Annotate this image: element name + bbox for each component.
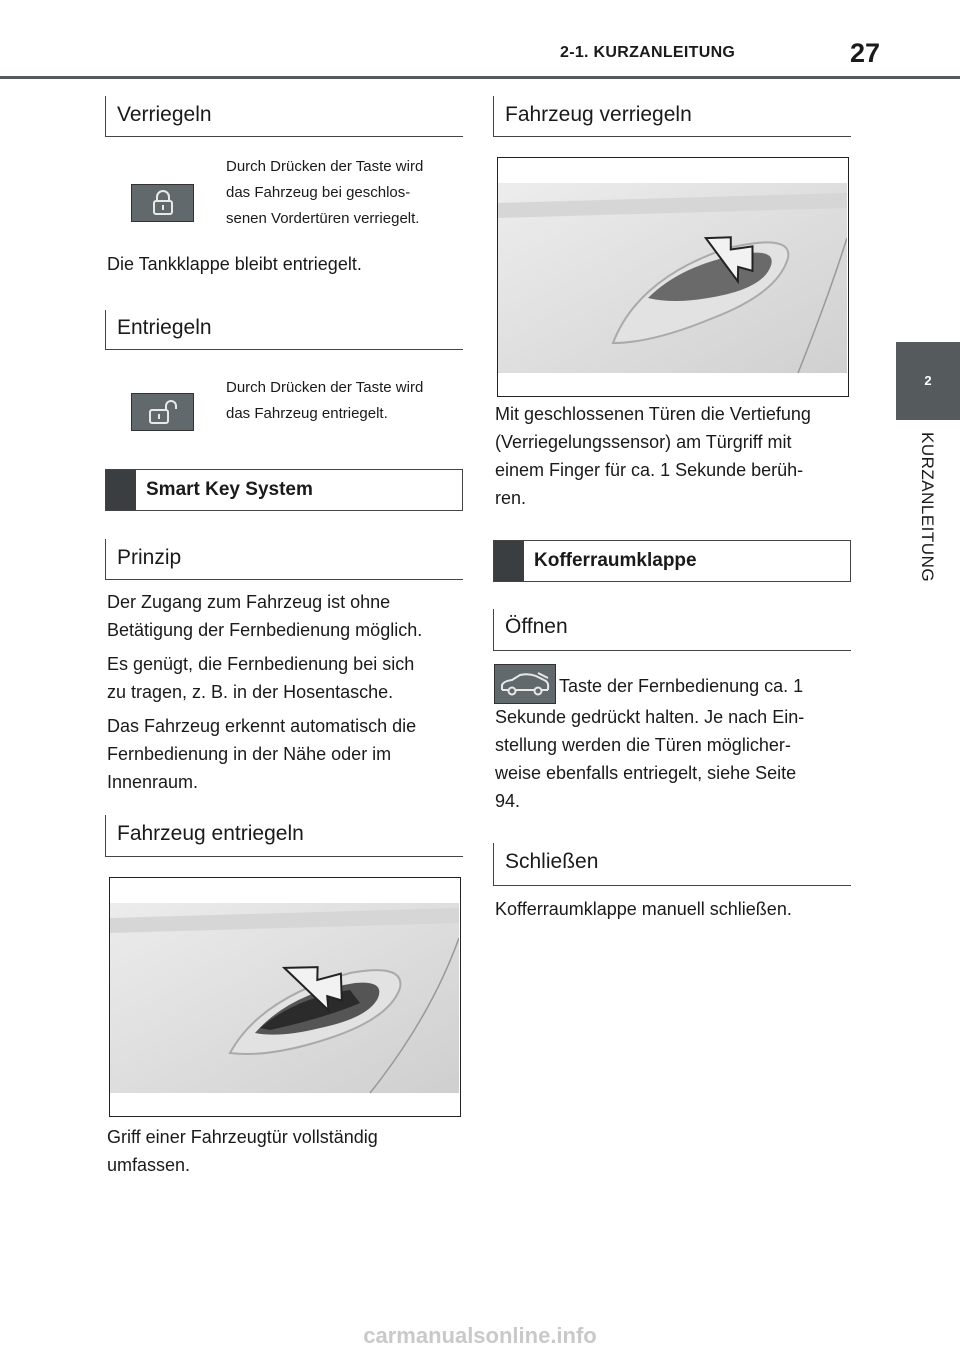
heading-entriegeln: Entriegeln [105,310,463,350]
text-line: Fernbedienung in der Nähe oder im [107,744,392,764]
text-line: Durch Drücken der Taste wird [226,379,424,396]
unlock-icon [148,399,178,425]
chapter-tab-label [896,420,960,620]
lock-icon [152,190,174,216]
text-line: Innenraum. [107,772,199,792]
trunk-key-button [494,664,556,704]
heading-schliessen: Schließen [493,843,851,886]
footer-watermark: carmanualsonline.info [363,1323,597,1348]
text-line: das Fahrzeug entriegelt. [226,405,388,422]
oeffnen-first-line: Taste der Fernbedienung ca. 1 [559,676,804,696]
section-smart-key [105,469,463,511]
header-rule [0,76,960,79]
unlock-description [226,375,466,427]
text-line: Mit geschlossenen Türen die Vertiefung [495,404,811,424]
section-smart-key-title: Smart Key System [146,479,313,500]
fuel-flap-note: Die Tankklappe bleibt entriegelt. [107,254,362,274]
text-line: Griff einer Fahrzeugtür vollständig [107,1127,378,1147]
text-line: Sekunde gedrückt halten. Je nach Ein- [495,707,805,727]
page-number: 27 [850,38,881,68]
heading-fahrzeug-entriegeln: Fahrzeug entriegeln [105,815,463,857]
text-line: stellung werden die Türen möglicher- [495,735,791,755]
grip-caption [107,1123,467,1179]
text-line: Der Zugang zum Fahrzeug ist ohne [107,592,391,612]
car-trunk-icon [498,669,552,699]
door-handle-sensor-image [497,157,849,397]
text-line: ren. [495,488,527,508]
heading-oeffnen: Öffnen [493,609,851,651]
section-kofferraumklappe [493,540,851,582]
heading-verriegeln: Verriegeln [105,96,463,137]
section-marker [106,470,136,510]
heading-prinzip: Prinzip [105,539,463,580]
lock-description [226,154,466,232]
text-line: Das Fahrzeug erkennt automatisch die [107,716,417,736]
heading-fahrzeug-verriegeln: Fahrzeug verriegeln [493,96,851,137]
text-line: einem Finger für ca. 1 Sekunde berüh- [495,460,804,480]
chapter-label-text: KURZANLEITUNG [918,432,937,583]
section-kofferraumklappe-title: Kofferraumklappe [534,550,697,571]
lock-key-button [131,184,194,222]
text-line: Betätigung der Fernbedienung möglich. [107,620,423,640]
unlock-key-button [131,393,194,431]
text-line: weise ebenfalls entriegelt, siehe Seite [495,763,797,783]
sensor-caption [495,400,855,512]
schliessen-text: Kofferraumklappe manuell schließen. [495,899,792,919]
text-line: senen Vordertüren verriegelt. [226,210,420,227]
text-line: Durch Drücken der Taste wird [226,158,424,175]
text-line: Es genügt, die Fernbedienung bei sich [107,654,415,674]
text-line: zu tragen, z. B. in der Hosentasche. [107,682,394,702]
text-line: (Verriegelungssensor) am Türgriff mit [495,432,792,452]
section-title: 2-1. KURZANLEITUNG [560,44,736,61]
door-handle-grip-image [109,877,461,1117]
oeffnen-text [495,703,855,815]
prinzip-paragraphs [107,588,467,796]
chapter-tab-number[interactable]: 2 [896,342,960,420]
section-marker [494,541,524,581]
text-line: umfassen. [107,1155,191,1175]
text-line: das Fahrzeug bei geschlos- [226,184,411,201]
text-line: 94. [495,791,521,811]
